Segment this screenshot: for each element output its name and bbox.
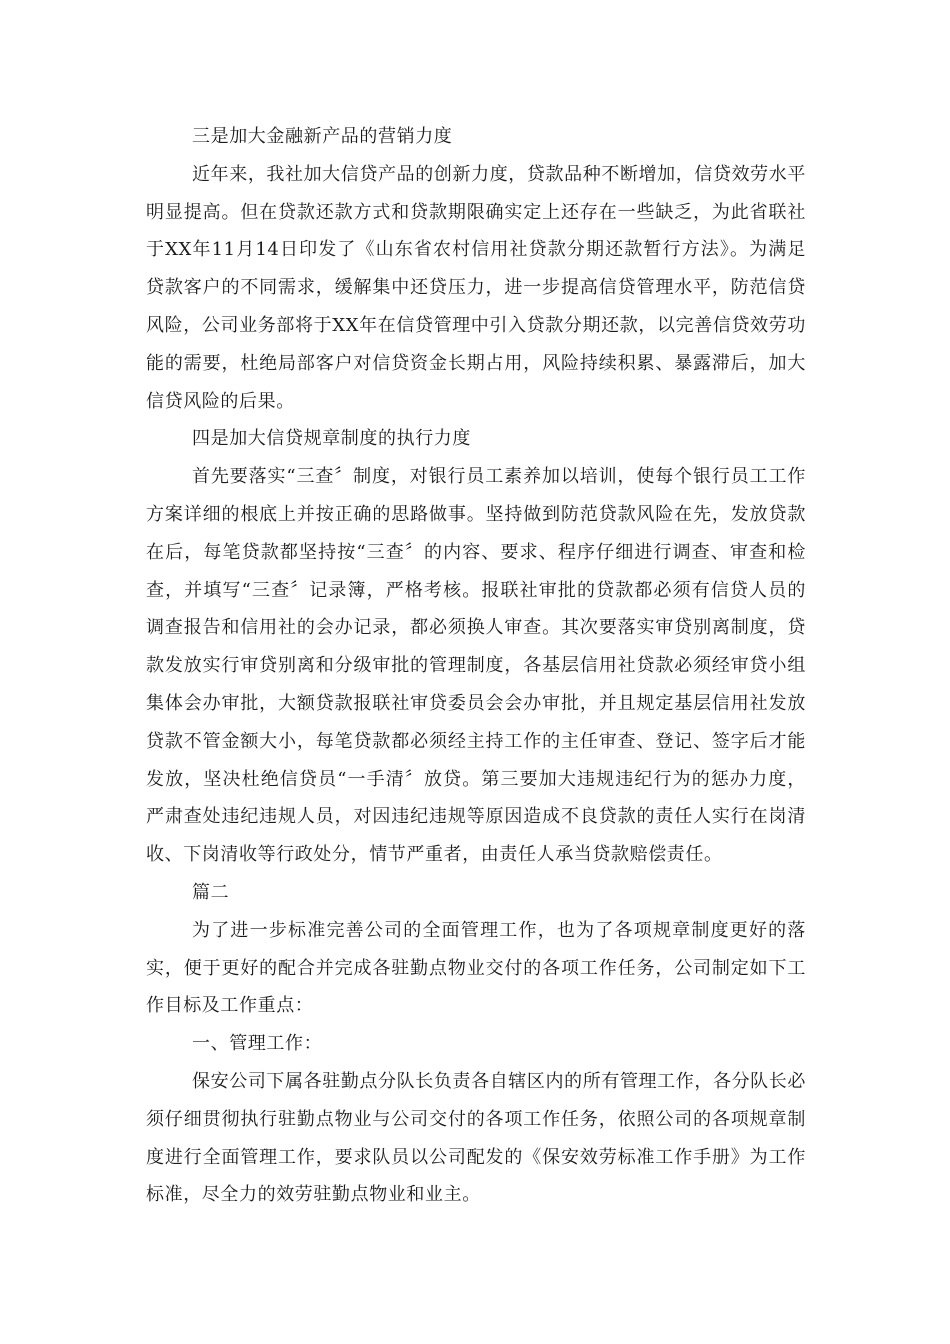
section-heading: 四是加大信贷规章制度的执行力度 bbox=[192, 428, 471, 450]
document-body bbox=[146, 118, 806, 1214]
section-heading: 篇二 bbox=[192, 881, 230, 903]
body-paragraph: 近年来，我社加大信贷产品的创新力度，贷款品种不断增加，信贷效劳水平明显提高。但在贷款还款方式和贷款期限确实定上还存在一些缺乏，为此省联社于XX年11月14日印发了《山东省农村信用社贷款分期还款暂行方法》。为满足贷款客户的不同需求，缓解集中还贷压力，进一步提高信贷管理水平，防范信贷风险，公司业务部将于XX年在信贷管理中引入贷款分期还款，以完善信贷效劳功能的需要，杜绝局部客户对信贷资金长期占用，风险持续积累、暴露滞后，加大信贷风险的后果。 bbox=[146, 163, 806, 412]
body-paragraph: 保安公司下属各驻勤点分队长负责各自辖区内的所有管理工作，各分队长必须仔细贯彻执行驻勤点物业与公司交付的各项工作任务，依照公司的各项规章制度进行全面管理工作，要求队员以公司配发的《保安效劳标准工作手册》为工作标准，尽全力的效劳驻勤点物业和业主。 bbox=[146, 1070, 806, 1206]
body-paragraph: 首先要落实“三查〞制度，对银行员工素养加以培训，使每个银行员工工作方案详细的根底上并按正确的思路做事。坚持做到防范贷款风险在先，发放贷款在后，每笔贷款都坚持按“三查〞的内容、要求、程序仔细进行调查、审查和检查，并填写“三查〞记录簿，严格考核。报联社审批的贷款都必须有信贷人员的调查报告和信用社的会办记录，都必须换人审查。其次要落实审贷别离制度，贷款发放实行审贷别离和分级审批的管理制度，各基层信用社贷款必须经审贷小组集体会办审批，大额贷款报联社审贷委员会会办审批，并且规定基层信用社发放贷款不管金额大小，每笔贷款都必须经主持工作的主任审查、登记、签字后才能发放，坚决杜绝信贷员“一手清〞放贷。第三要加大违规违纪行为的惩办力度，严肃查处违纪违规人员，对因违纪违规等原因造成不良贷款的责任人实行在岗清收、下岗清收等行政处分，情节严重者，由责任人承当贷款赔偿责任。 bbox=[146, 466, 806, 866]
section-heading: 三是加大金融新产品的营销力度 bbox=[192, 126, 453, 147]
body-paragraph: 为了进一步标准完善公司的全面管理工作，也为了各项规章制度更好的落实，便于更好的配合并完成各驻勤点物业交付的各项工作任务，公司制定如下工作目标及工作重点： bbox=[146, 919, 806, 1017]
section-heading: 一、管理工作： bbox=[192, 1033, 323, 1055]
